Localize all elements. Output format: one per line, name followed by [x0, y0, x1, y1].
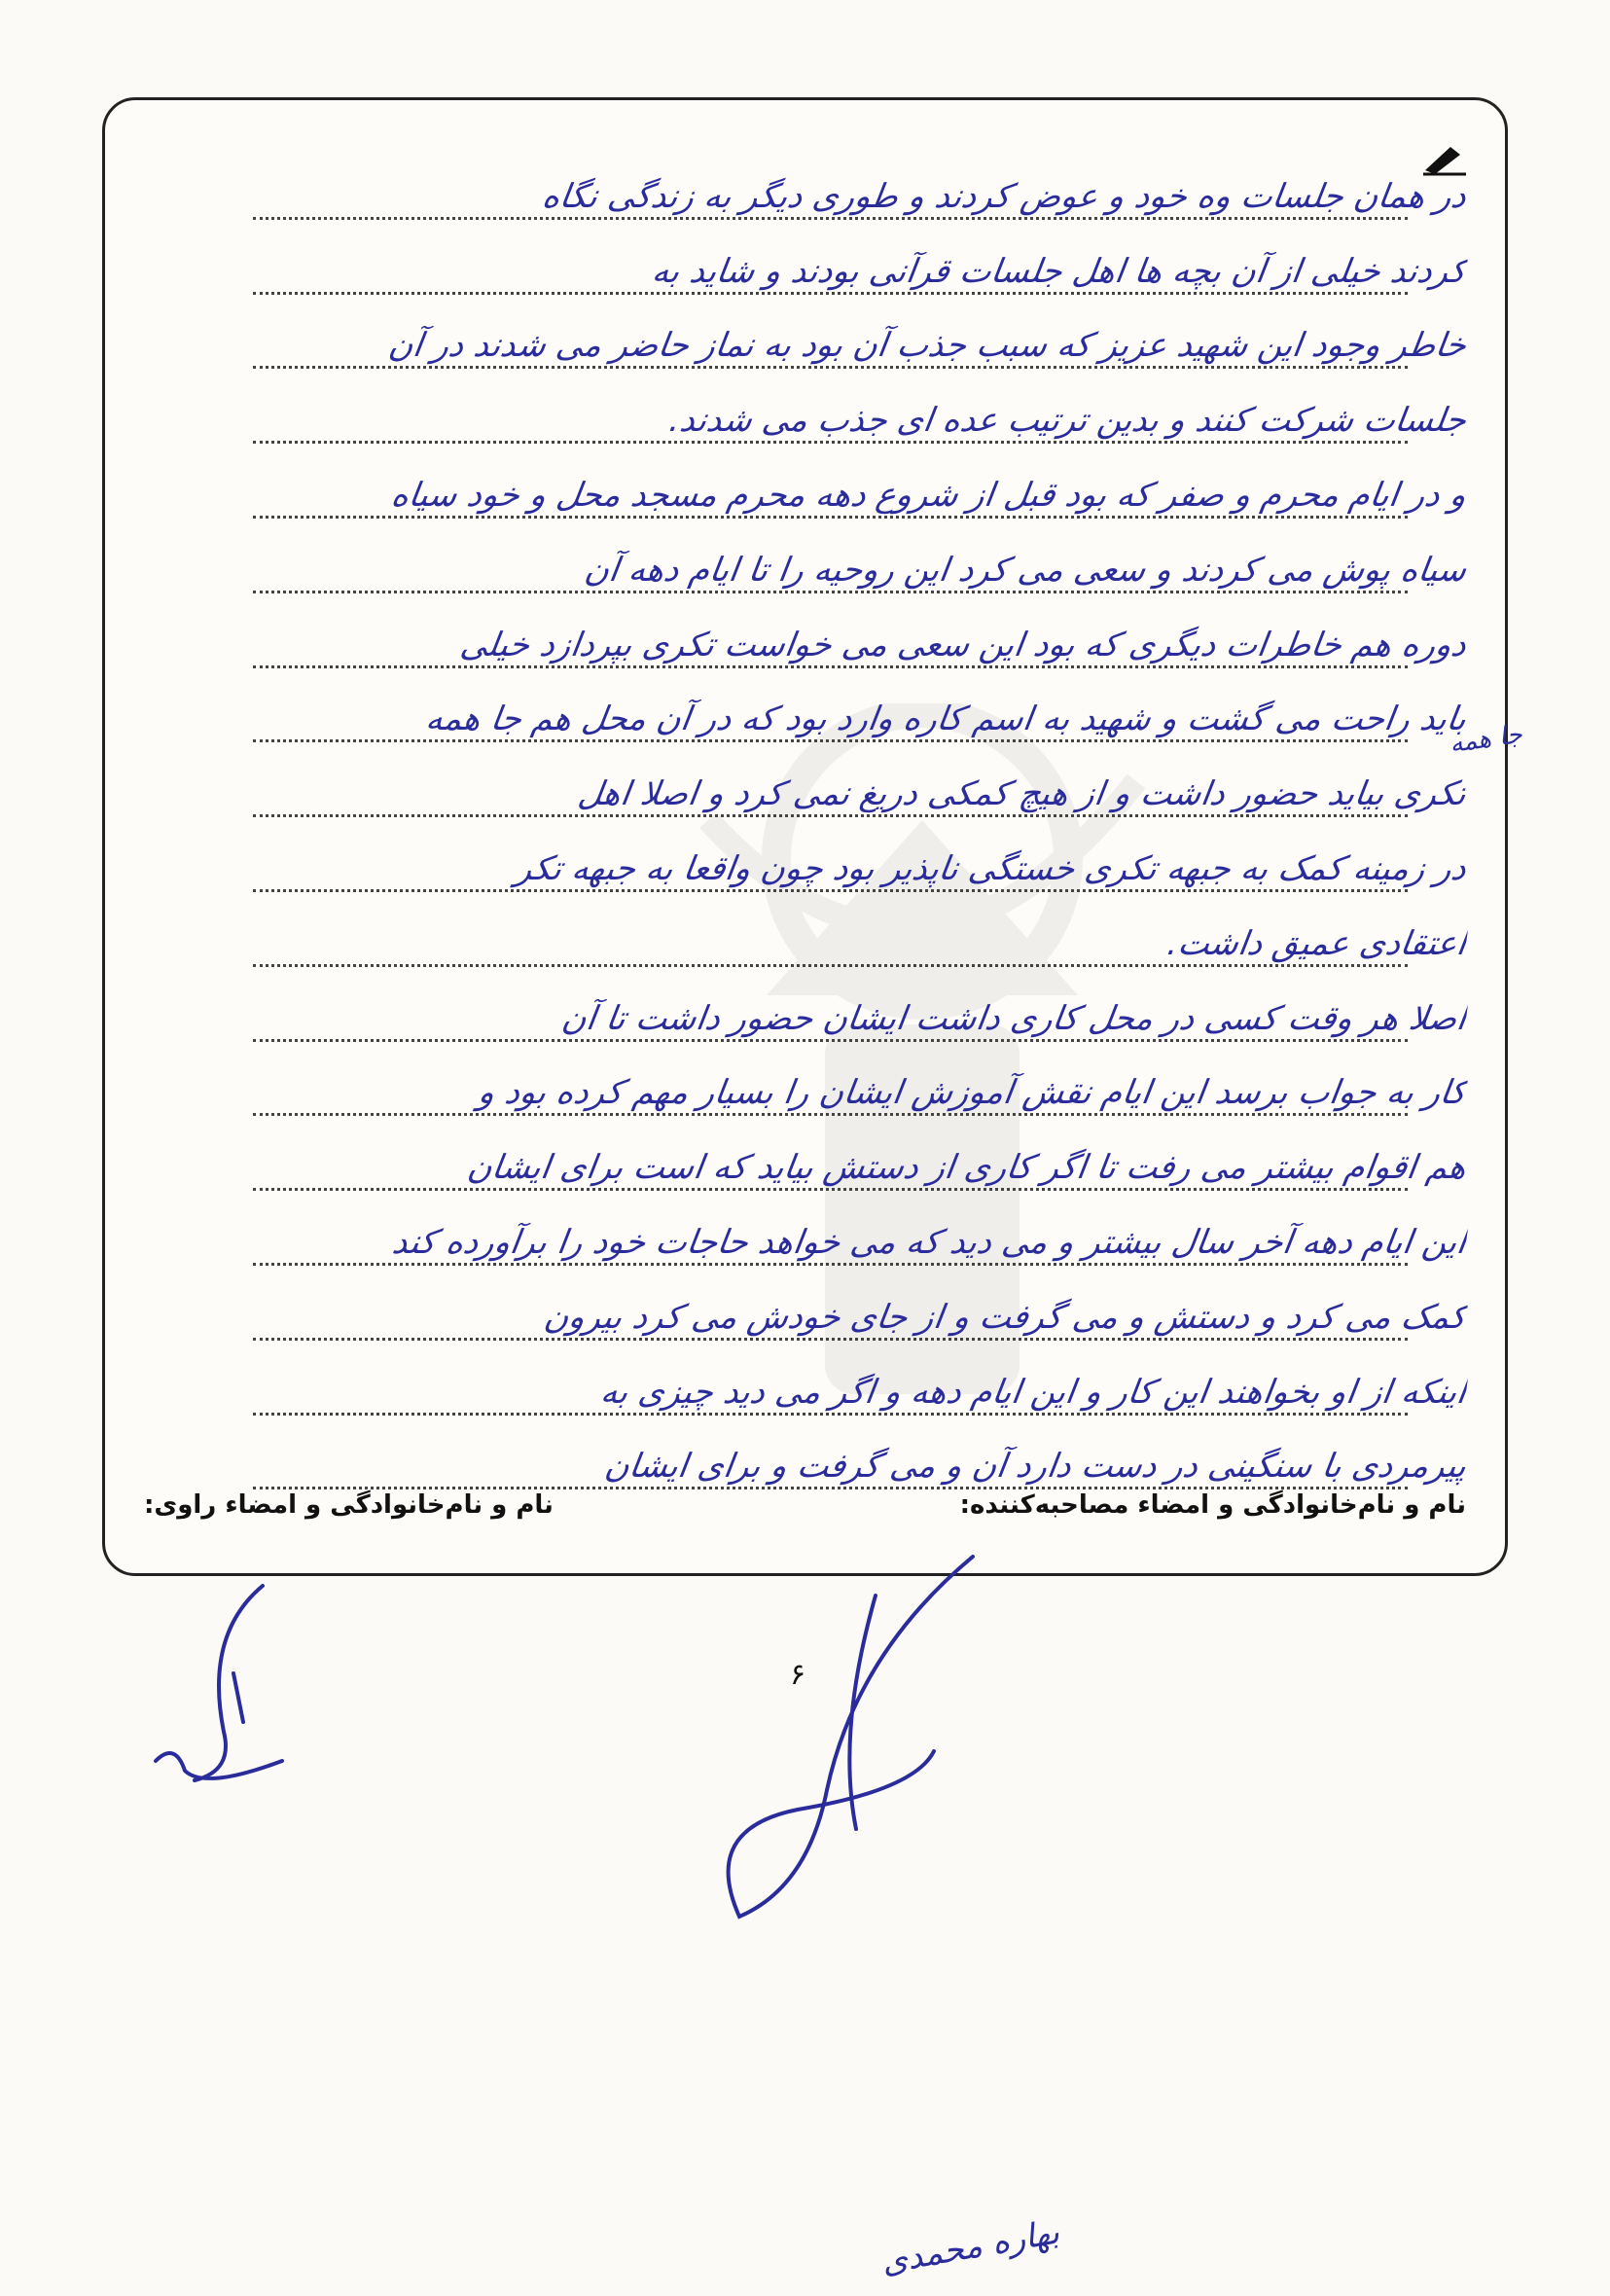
dotted-guide-line — [253, 665, 1408, 668]
handwritten-line — [146, 159, 1469, 233]
handwritten-line — [146, 682, 1469, 757]
page-number: ۶ — [790, 1658, 806, 1692]
handwritten-text: اعتقادی عمیق داشت. — [1164, 923, 1469, 963]
handwritten-line — [146, 607, 1469, 682]
handwritten-line — [146, 457, 1469, 532]
dotted-guide-line — [253, 1039, 1408, 1042]
margin-note: جا همه — [1448, 719, 1524, 760]
narrator-signature-icon — [136, 1576, 331, 1800]
handwritten-line — [146, 981, 1469, 1056]
handwritten-line — [146, 1056, 1469, 1130]
handwritten-line — [146, 1130, 1469, 1204]
dotted-guide-line — [253, 964, 1408, 967]
handwritten-text: اصلا هر وقت کسی در محل کاری داشت ایشان حضور داشت تا آن — [559, 998, 1469, 1038]
handwritten-line — [146, 756, 1469, 831]
handwritten-text: تکری بیاید حضور داشت و از هیچ کمکی دریغ نمی کرد و اصلا اهل — [575, 774, 1469, 814]
dotted-guide-line — [253, 1263, 1408, 1266]
handwritten-text: خاطر وجود این شهید عزیز که سبب جذب آن بود به نماز حاضر می شدند در آن — [385, 326, 1469, 366]
interviewer-signature-name: بهاره محمدی — [877, 2212, 1062, 2282]
dotted-guide-line — [253, 217, 1408, 220]
handwritten-text: باید راحت می گشت و شهید به اسم کاره وارد بود که در آن محل هم جا همه — [423, 700, 1469, 739]
narrator-signature-label: نام و نام‌خانوادگی و امضاء راوی: — [144, 1490, 554, 1520]
handwritten-text: جلسات شرکت کنند و بدین ترتیب عده ای جذب می شدند. — [666, 401, 1469, 441]
handwritten-lines — [146, 159, 1469, 1503]
handwritten-text: دوره هم خاطرات دیگری که بود این سعی می خواست تکری بپردازد خیلی — [457, 625, 1469, 664]
interviewer-signature-icon — [681, 1537, 1031, 1946]
handwritten-text: هم اقوام بیشتر می رفت تا اگر کاری از دستش بیاید که است برای ایشان — [465, 1148, 1469, 1188]
handwritten-line — [146, 1279, 1469, 1354]
handwritten-text: در همان جلسات وه خود و عوض کردند و طوری دیگر به زندگی نگاه — [539, 176, 1469, 216]
handwritten-text: کار به جواب برسد این ایام نقش آموزش ایشان را بسیار مهم کرده بود و — [476, 1073, 1469, 1113]
dotted-guide-line — [253, 1113, 1408, 1116]
dotted-guide-line — [253, 889, 1408, 892]
handwritten-line — [146, 233, 1469, 308]
handwritten-line — [146, 1204, 1469, 1279]
handwritten-line — [146, 532, 1469, 607]
dotted-guide-line — [253, 292, 1408, 295]
handwritten-line — [146, 1354, 1469, 1429]
dotted-guide-line — [253, 739, 1408, 742]
handwritten-line — [146, 831, 1469, 906]
dotted-guide-line — [253, 591, 1408, 593]
handwritten-text: کردند خیلی از آن بچه ها اهل جلسات قرآنی بودند و شاید به — [649, 251, 1469, 291]
interview-page-frame — [102, 97, 1524, 1576]
dotted-guide-line — [253, 1338, 1408, 1341]
handwritten-text: کمک می کرد و دستش و می گرفت و از جای خودش می کرد بیرون — [541, 1297, 1469, 1337]
handwritten-line — [146, 906, 1469, 981]
handwritten-text: سیاه پوش می کردند و سعی می کرد این روحیه را تا ایام دهه آن — [582, 550, 1469, 590]
handwritten-text: در زمینه کمک به جبهه تکری خستگی ناپذیر بود چون واقعا به جبهه تکر — [513, 848, 1469, 888]
handwritten-line — [146, 308, 1469, 383]
handwritten-text: و در ایام محرم و صفر که بود قبل از شروع دهه محرم مسجد محل و خود سیاه — [388, 475, 1469, 515]
handwritten-text: این ایام دهه آخر سال بیشتر و می دید که می خواهد حاجات خود را برآورده کند — [389, 1222, 1469, 1262]
signature-label-row — [144, 1476, 1466, 1534]
interviewer-signature-label: نام و نام‌خانوادگی و امضاء مصاحبه‌کننده: — [959, 1490, 1466, 1520]
dotted-guide-line — [253, 516, 1408, 519]
handwritten-text: اینکه از او بخواهند این کار و این ایام دهه و اگر می دید چیزی به — [597, 1372, 1469, 1412]
dotted-guide-line — [253, 366, 1408, 369]
dotted-guide-line — [253, 1413, 1408, 1416]
handwritten-text: پیرمردی با سنگینی در دست دارد آن و می گرفت و برای ایشان — [602, 1447, 1469, 1487]
handwritten-line — [146, 382, 1469, 457]
dotted-guide-line — [253, 441, 1408, 444]
dotted-guide-line — [253, 1188, 1408, 1191]
dotted-guide-line — [253, 814, 1408, 817]
